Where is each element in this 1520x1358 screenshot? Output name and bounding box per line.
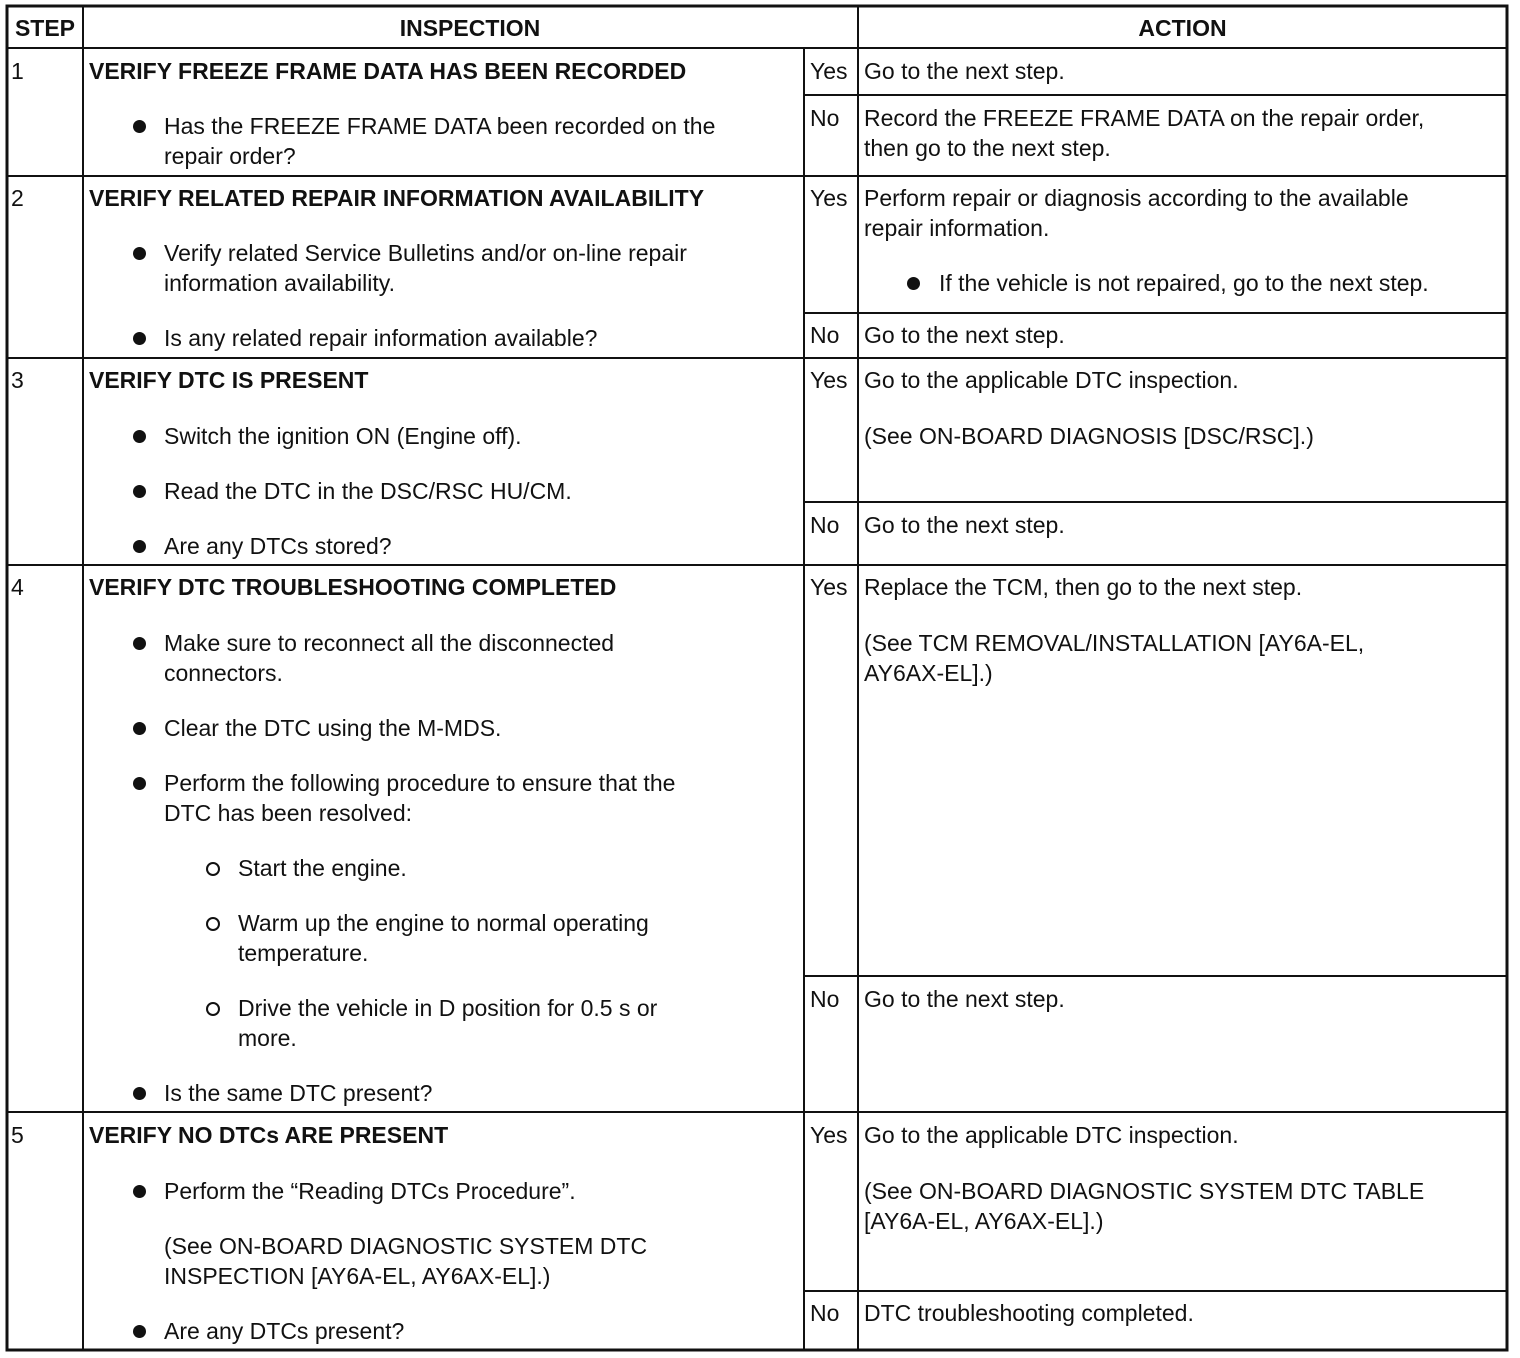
step-number: 1 bbox=[11, 58, 24, 84]
inspection-item: Has the FREEZE FRAME DATA been recorded on the bbox=[164, 113, 716, 139]
yes-label: Yes bbox=[810, 58, 848, 84]
yes-action: Go to the next step. bbox=[864, 58, 1065, 84]
inspection-item: Switch the ignition ON (Engine off). bbox=[164, 423, 522, 449]
bullet-icon bbox=[133, 637, 146, 650]
inspection-item: Is the same DTC present? bbox=[164, 1080, 433, 1106]
inspection-subitem: Start the engine. bbox=[238, 855, 407, 881]
yes-label: Yes bbox=[810, 367, 848, 393]
inspection-item: Are any DTCs present? bbox=[164, 1318, 405, 1344]
inspection-item: Perform the following procedure to ensure that the bbox=[164, 770, 676, 796]
inspection-item: Perform the “Reading DTCs Procedure”. bbox=[164, 1178, 576, 1204]
bullet-icon bbox=[133, 722, 146, 735]
bullet-icon bbox=[907, 277, 920, 290]
yes-action: Go to the applicable DTC inspection. bbox=[864, 367, 1239, 393]
no-label: No bbox=[810, 105, 840, 131]
no-label: No bbox=[810, 986, 840, 1012]
inspection-item: Make sure to reconnect all the disconnected bbox=[164, 630, 615, 656]
yes-action-reference: (See ON-BOARD DIAGNOSTIC SYSTEM DTC TABLE bbox=[864, 1178, 1425, 1204]
inspection-item: Clear the DTC using the M-MDS. bbox=[164, 715, 502, 741]
yes-action-reference: AY6AX-EL].) bbox=[864, 660, 993, 686]
yes-action-reference: [AY6A-EL, AY6AX-EL].) bbox=[864, 1208, 1104, 1234]
step-title: VERIFY DTC TROUBLESHOOTING COMPLETED bbox=[89, 574, 617, 600]
step-title: VERIFY FREEZE FRAME DATA HAS BEEN RECORDED bbox=[89, 58, 687, 84]
inspection-item: repair order? bbox=[164, 143, 296, 169]
inspection-item: Read the DTC in the DSC/RSC HU/CM. bbox=[164, 478, 572, 504]
bullet-icon bbox=[133, 1185, 146, 1198]
inspection-item: information availability. bbox=[164, 270, 395, 296]
header-action: ACTION bbox=[1138, 15, 1227, 41]
step-number: 4 bbox=[11, 574, 24, 600]
inspection-subitem: more. bbox=[238, 1025, 297, 1051]
bullet-icon bbox=[133, 777, 146, 790]
no-label: No bbox=[810, 322, 840, 348]
yes-label: Yes bbox=[810, 1122, 848, 1148]
bullet-icon bbox=[133, 485, 146, 498]
inspection-subitem: temperature. bbox=[238, 940, 369, 966]
inspection-item: Is any related repair information available? bbox=[164, 325, 598, 351]
yes-action: Perform repair or diagnosis according to the available bbox=[864, 185, 1409, 211]
yes-label: Yes bbox=[810, 185, 848, 211]
yes-action: repair information. bbox=[864, 215, 1050, 241]
step-title: VERIFY DTC IS PRESENT bbox=[89, 367, 369, 393]
bullet-icon bbox=[133, 247, 146, 260]
inspection-item: connectors. bbox=[164, 660, 283, 686]
step-number: 3 bbox=[11, 367, 24, 393]
no-action: then go to the next step. bbox=[864, 135, 1111, 161]
bullet-icon bbox=[133, 1325, 146, 1338]
sub-bullet-icon bbox=[206, 917, 220, 931]
bullet-icon bbox=[133, 540, 146, 553]
inspection-note: (See ON-BOARD DIAGNOSTIC SYSTEM DTC bbox=[164, 1233, 648, 1259]
bullet-icon bbox=[133, 1087, 146, 1100]
no-label: No bbox=[810, 512, 840, 538]
no-action: DTC troubleshooting completed. bbox=[864, 1300, 1194, 1326]
bullet-icon bbox=[133, 430, 146, 443]
inspection-item: DTC has been resolved: bbox=[164, 800, 413, 826]
no-action: Go to the next step. bbox=[864, 512, 1065, 538]
inspection-item: Are any DTCs stored? bbox=[164, 533, 392, 559]
yes-label: Yes bbox=[810, 574, 848, 600]
step-title: VERIFY RELATED REPAIR INFORMATION AVAILABILITY bbox=[89, 185, 705, 211]
bullet-icon bbox=[133, 332, 146, 345]
sub-bullet-icon bbox=[206, 862, 220, 876]
no-action: Go to the next step. bbox=[864, 322, 1065, 348]
inspection-subitem: Warm up the engine to normal operating bbox=[238, 910, 649, 936]
yes-action: Replace the TCM, then go to the next step. bbox=[864, 574, 1303, 600]
bullet-icon bbox=[133, 120, 146, 133]
inspection-note: INSPECTION [AY6A-EL, AY6AX-EL].) bbox=[164, 1263, 551, 1289]
sub-bullet-icon bbox=[206, 1002, 220, 1016]
no-action: Go to the next step. bbox=[864, 986, 1065, 1012]
no-action: Record the FREEZE FRAME DATA on the repair order, bbox=[864, 105, 1425, 131]
step-number: 5 bbox=[11, 1122, 24, 1148]
inspection-subitem: Drive the vehicle in D position for 0.5 s or bbox=[238, 995, 658, 1021]
step-number: 2 bbox=[11, 185, 24, 211]
no-label: No bbox=[810, 1300, 840, 1326]
yes-action-bullet: If the vehicle is not repaired, go to the next step. bbox=[939, 270, 1429, 296]
step-title: VERIFY NO DTCs ARE PRESENT bbox=[89, 1122, 449, 1148]
yes-action-reference: (See TCM REMOVAL/INSTALLATION [AY6A-EL, bbox=[864, 630, 1365, 656]
yes-action: Go to the applicable DTC inspection. bbox=[864, 1122, 1239, 1148]
header-inspection: INSPECTION bbox=[399, 15, 541, 41]
inspection-item: Verify related Service Bulletins and/or on-line repair bbox=[164, 240, 687, 266]
yes-action-reference: (See ON-BOARD DIAGNOSIS [DSC/RSC].) bbox=[864, 423, 1314, 449]
header-step: STEP bbox=[14, 15, 76, 41]
